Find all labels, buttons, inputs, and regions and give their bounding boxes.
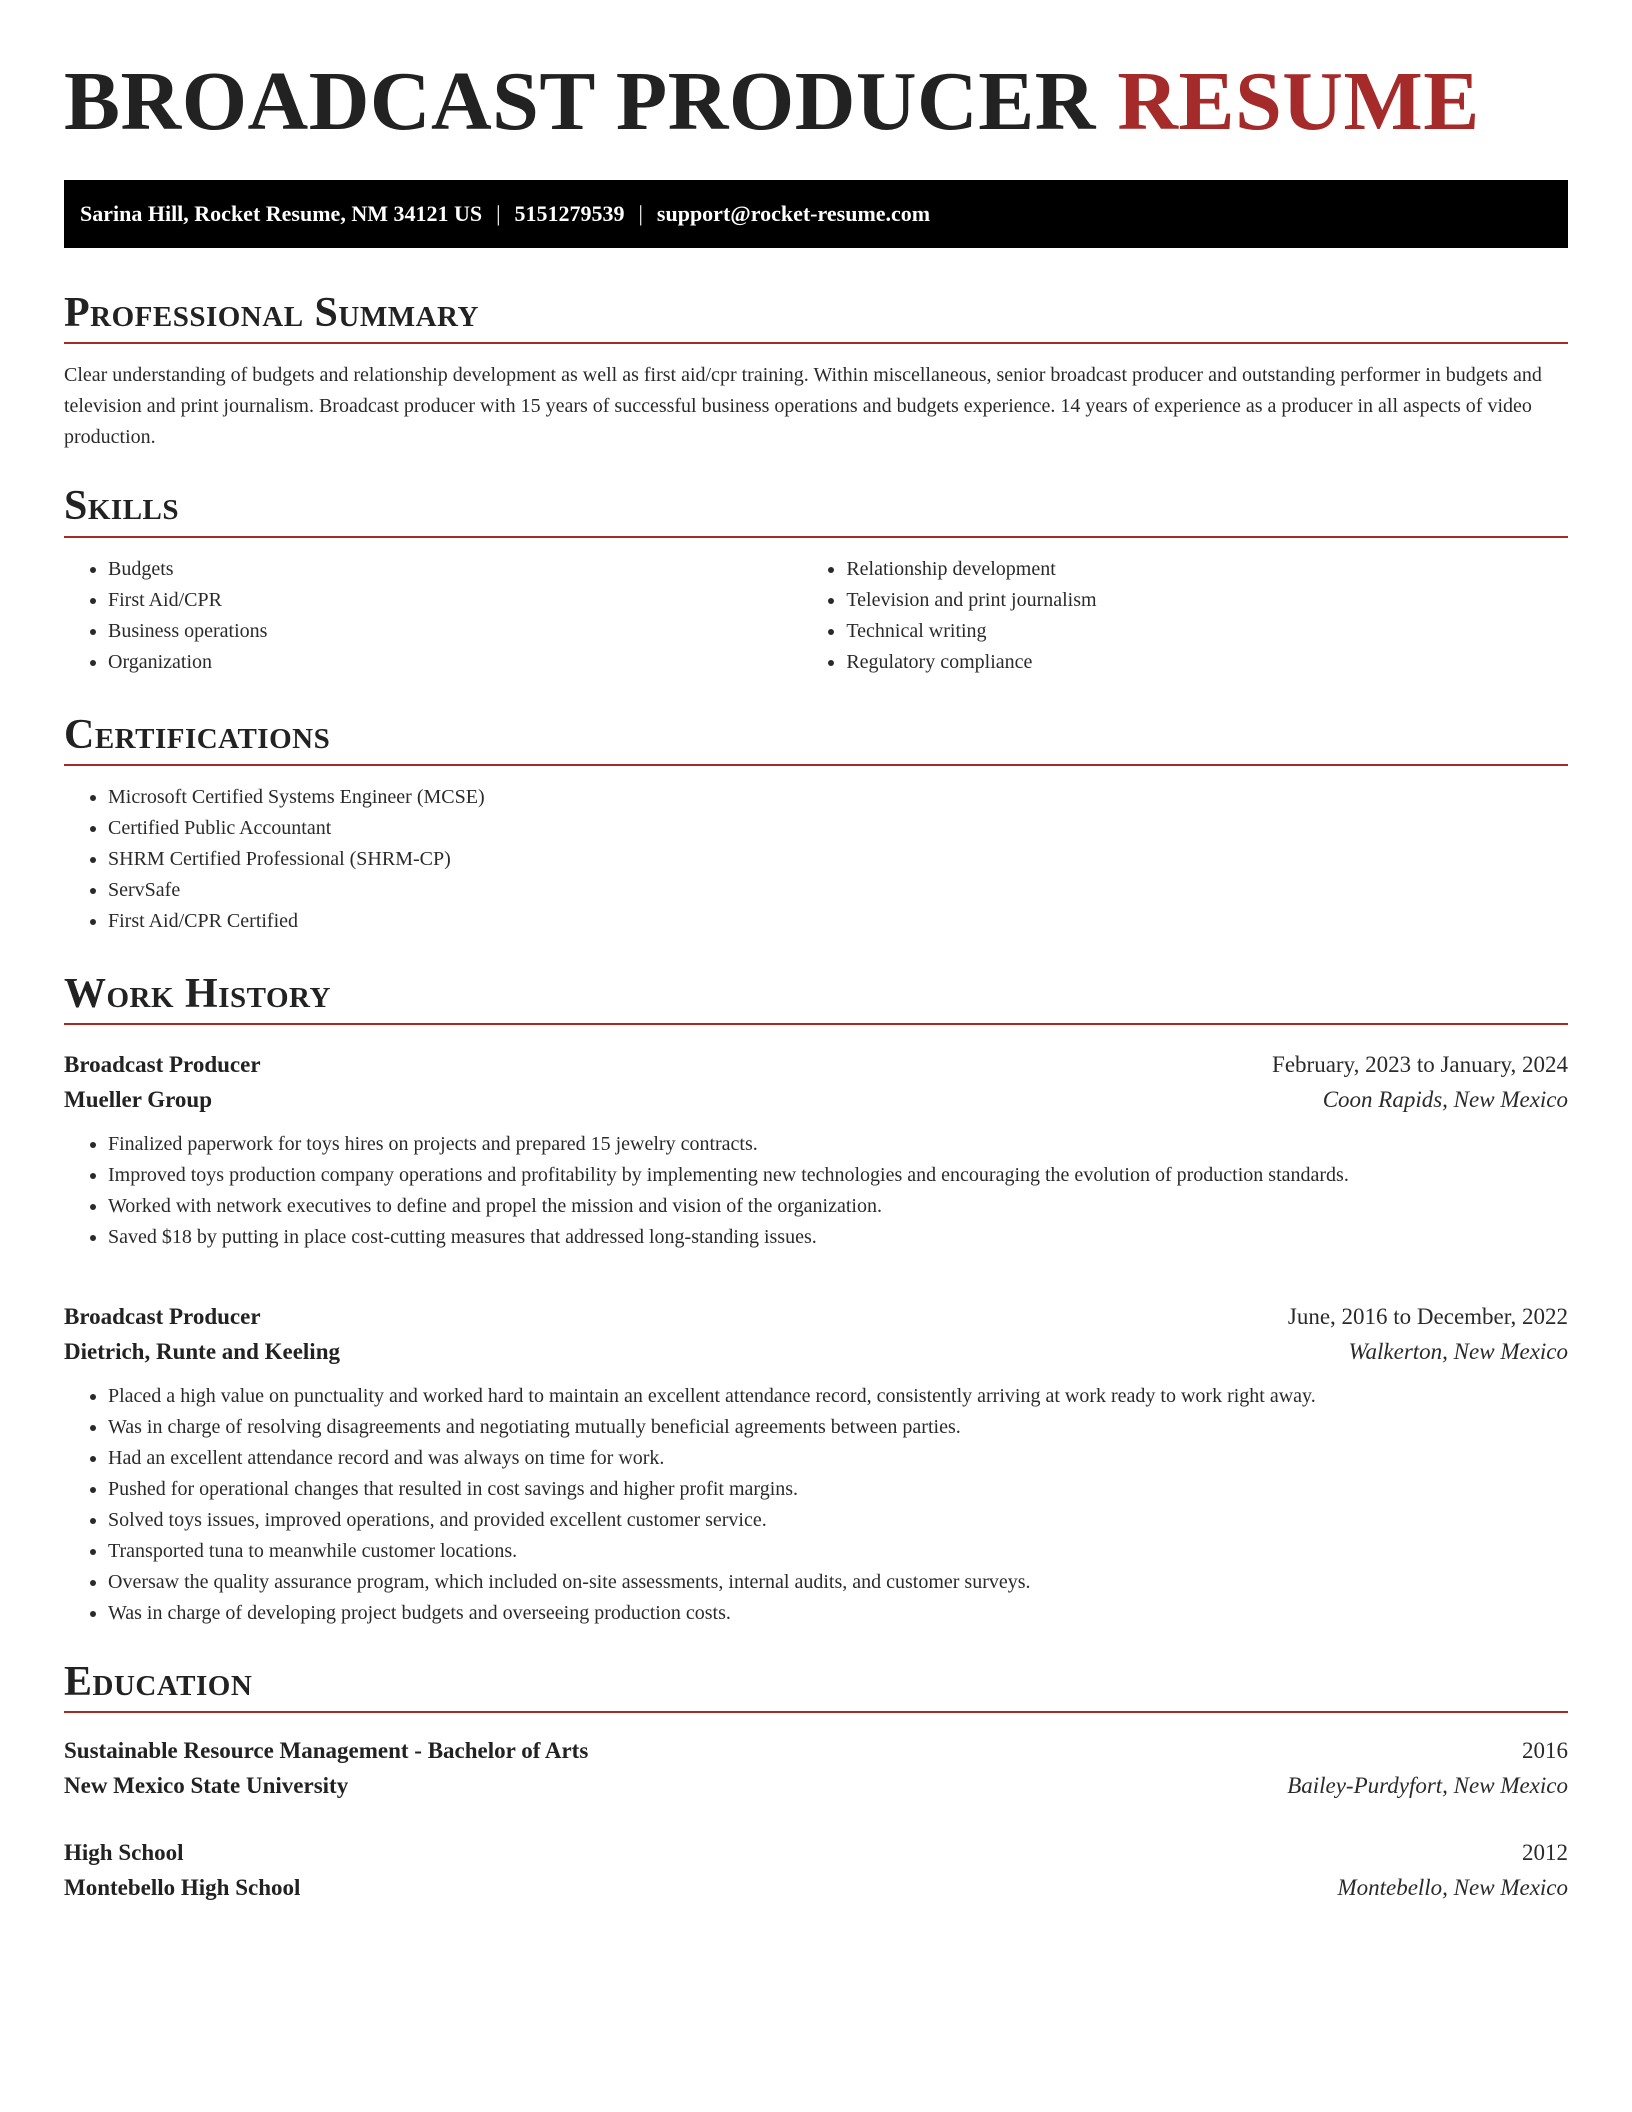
section-heading-education: Education bbox=[64, 1659, 1568, 1713]
resume-title bbox=[64, 55, 1568, 148]
skills-column-2 bbox=[826, 554, 1568, 678]
job-entry bbox=[64, 1047, 1568, 1253]
contact-phone: 5151279539 bbox=[514, 201, 625, 227]
job-title: Broadcast Producer bbox=[64, 1303, 261, 1329]
job-bullet: • Saved $18 by putting in place cost-cutting measures that addressed long-standing issues. bbox=[108, 1222, 1568, 1253]
job-header-row bbox=[64, 1299, 1568, 1334]
contact-separator: | bbox=[496, 201, 501, 227]
job-bullet: • Was in charge of developing project budgets and overseeing production costs. bbox=[108, 1598, 1568, 1629]
certifications-list bbox=[64, 782, 1568, 937]
education-degree: Sustainable Resource Management - Bachelor of Arts bbox=[64, 1738, 589, 1764]
job-bullet: • Was in charge of resolving disagreements and negotiating mutually beneficial agreements between parties. bbox=[108, 1412, 1568, 1443]
job-bullet: • Oversaw the quality assurance program, which included on-site assessments, internal audits, and customer surveys. bbox=[108, 1567, 1568, 1598]
certification-item: • ServSafe bbox=[108, 875, 1568, 906]
skill-item: • Technical writing bbox=[846, 616, 1568, 647]
contact-bar bbox=[64, 180, 1568, 248]
education-degree: High School bbox=[64, 1840, 184, 1866]
education-school: New Mexico State University bbox=[64, 1773, 349, 1799]
skill-item: • Organization bbox=[108, 647, 826, 678]
education-degree-row bbox=[64, 1835, 1568, 1870]
skill-item: • First Aid/CPR bbox=[108, 585, 826, 616]
skill-item: • Business operations bbox=[108, 616, 826, 647]
education-entry bbox=[64, 1733, 1568, 1803]
contact-separator: | bbox=[638, 201, 643, 227]
skill-item: • Television and print journalism bbox=[846, 585, 1568, 616]
job-bullets bbox=[64, 1381, 1568, 1629]
skill-item: • Relationship development bbox=[846, 554, 1568, 585]
job-entry bbox=[64, 1299, 1568, 1629]
job-bullet: • Pushed for operational changes that resulted in cost savings and higher profit margins. bbox=[108, 1474, 1568, 1505]
education-school-row bbox=[64, 1870, 1568, 1905]
education-entry bbox=[64, 1835, 1568, 1905]
skill-item: • Regulatory compliance bbox=[846, 647, 1568, 678]
job-bullet: • Finalized paperwork for toys hires on projects and prepared 15 jewelry contracts. bbox=[108, 1129, 1568, 1160]
title-accent: RESUME bbox=[1117, 55, 1480, 148]
job-dates: June, 2016 to December, 2022 bbox=[1287, 1303, 1568, 1329]
education-location: Montebello, New Mexico bbox=[1337, 1875, 1568, 1901]
job-bullet: • Solved toys issues, improved operations, and provided excellent customer service. bbox=[108, 1505, 1568, 1536]
title-main: BROADCAST PRODUCER bbox=[64, 55, 1096, 148]
resume-page bbox=[64, 0, 1568, 1905]
job-dates: February, 2023 to January, 2024 bbox=[1272, 1051, 1568, 1077]
summary-text: Clear understanding of budgets and relationship development as well as first aid/cpr training. Within miscellaneous, senior broadcast producer and outstanding performer in budgets and television and print journalism. Broadcast producer with 15 years of successful business operations and budgets experience. 14 years of experience as a producer in all aspects of video production. bbox=[64, 364, 1542, 449]
job-bullet: • Placed a high value on punctuality and worked hard to maintain an excellent attendance record, consistently arriving at work ready to work right away. bbox=[108, 1381, 1568, 1412]
skill-item: • Budgets bbox=[108, 554, 826, 585]
job-bullet: • Worked with network executives to define and propel the mission and vision of the organization. bbox=[108, 1191, 1568, 1222]
education-location: Bailey-Purdyfort, New Mexico bbox=[1287, 1773, 1568, 1799]
job-company-row bbox=[64, 1334, 1568, 1369]
education-school: Montebello High School bbox=[64, 1875, 301, 1901]
education-degree-row bbox=[64, 1733, 1568, 1768]
job-title: Broadcast Producer bbox=[64, 1051, 261, 1077]
certification-item: • First Aid/CPR Certified bbox=[108, 906, 1568, 937]
job-company: Dietrich, Runte and Keeling bbox=[64, 1338, 340, 1364]
job-company-row bbox=[64, 1082, 1568, 1117]
section-heading-skills: Skills bbox=[64, 483, 1568, 537]
job-bullet: • Had an excellent attendance record and was always on time for work. bbox=[108, 1443, 1568, 1474]
certification-item: • SHRM Certified Professional (SHRM-CP) bbox=[108, 844, 1568, 875]
section-heading-certifications: Certifications bbox=[64, 712, 1568, 766]
section-heading-work-history: Work History bbox=[64, 971, 1568, 1025]
certification-item: • Microsoft Certified Systems Engineer (MCSE) bbox=[108, 782, 1568, 813]
contact-email[interactable]: support@rocket-resume.com bbox=[656, 201, 931, 227]
education-year: 2012 bbox=[1522, 1840, 1568, 1866]
job-bullet: • Transported tuna to meanwhile customer locations. bbox=[108, 1536, 1568, 1567]
skills-grid bbox=[64, 538, 1568, 678]
education-school-row bbox=[64, 1768, 1568, 1803]
certification-item: • Certified Public Accountant bbox=[108, 813, 1568, 844]
job-header-row bbox=[64, 1047, 1568, 1082]
education-year: 2016 bbox=[1522, 1738, 1568, 1764]
job-bullets bbox=[64, 1129, 1568, 1253]
contact-address: Sarina Hill, Rocket Resume, NM 34121 US bbox=[80, 201, 483, 227]
job-bullet: • Improved toys production company operations and profitability by implementing new technologies and encouraging the evolution of production standards. bbox=[108, 1160, 1568, 1191]
section-heading-summary: Professional Summary bbox=[64, 290, 1568, 344]
skills-column-1 bbox=[64, 554, 826, 678]
job-location: Coon Rapids, New Mexico bbox=[1322, 1086, 1568, 1112]
job-location: Walkerton, New Mexico bbox=[1348, 1338, 1568, 1364]
job-company: Mueller Group bbox=[64, 1086, 213, 1112]
